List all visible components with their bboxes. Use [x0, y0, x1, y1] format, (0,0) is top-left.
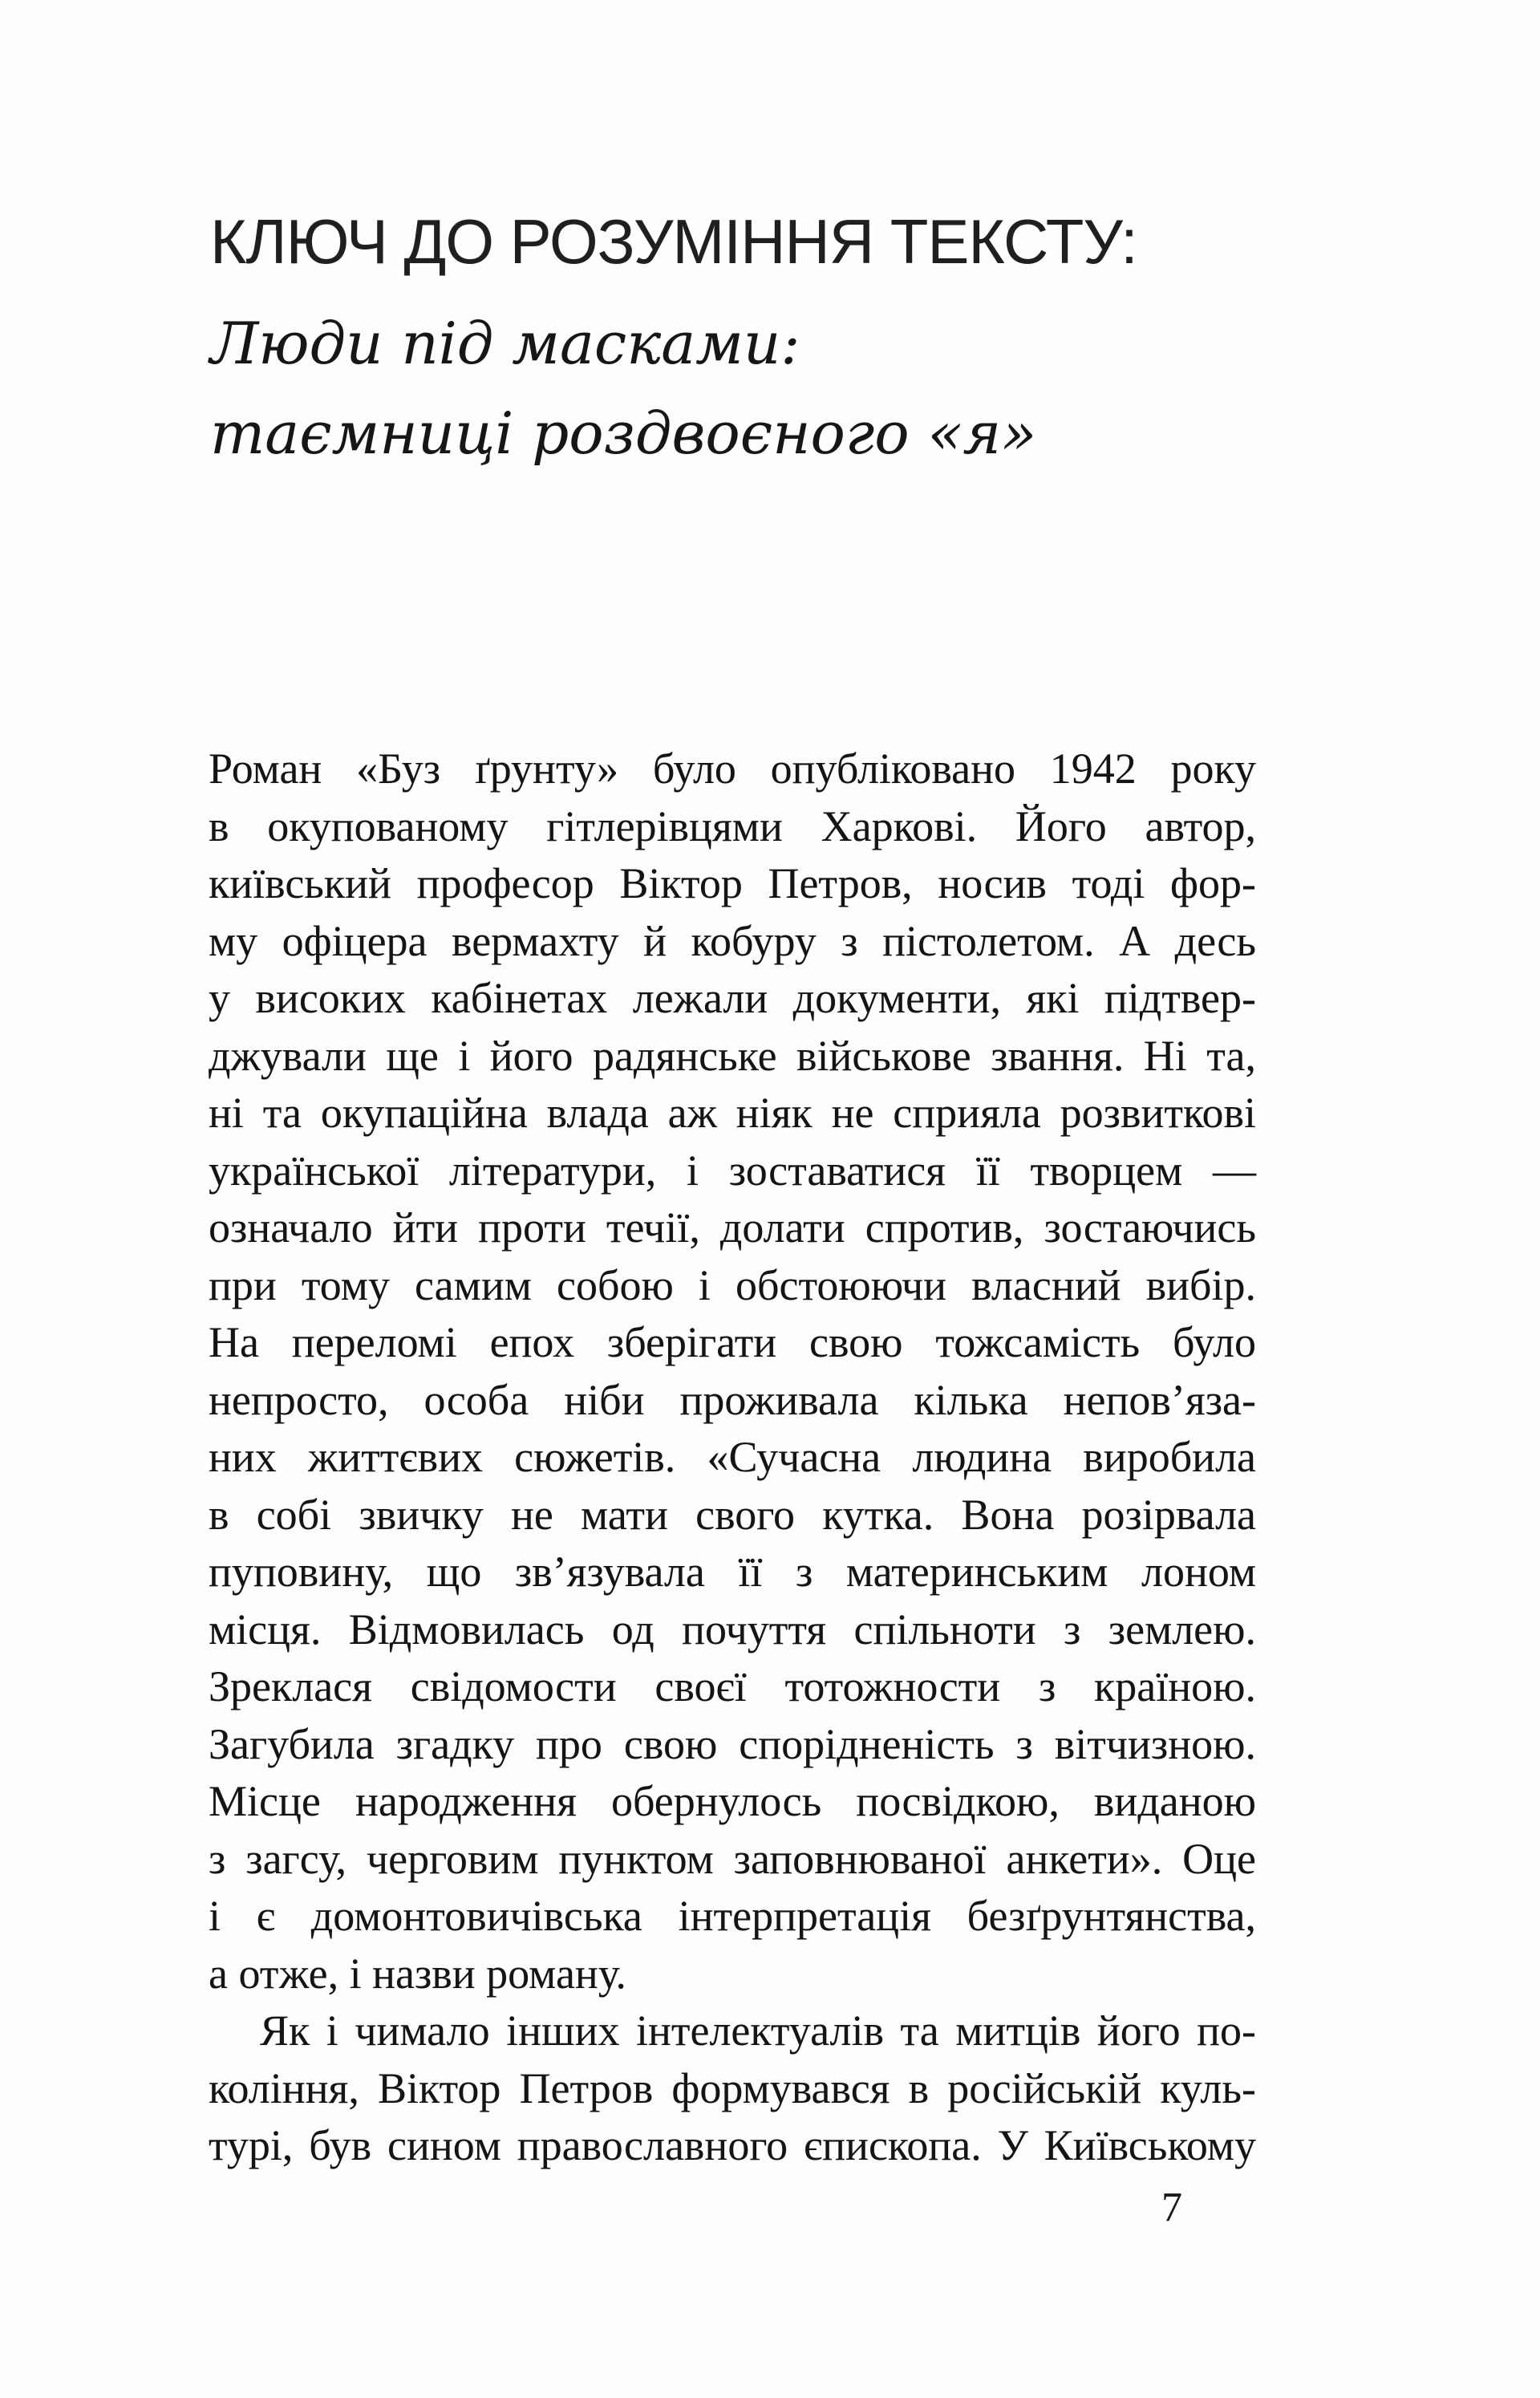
chapter-subtitle	[210, 298, 1373, 478]
body-line: при тому самим собою і обстоюючи власний вибір.	[209, 1260, 1256, 1309]
chapter-subtitle-line-1: Люди під масками:	[210, 310, 800, 377]
body-line-paragraph-start: Як і чимало інших інтелектуалів та митців його по-	[260, 2006, 1256, 2055]
body-line: київський професор Віктор Петров, носив тоді фор-	[209, 859, 1256, 907]
body-line: Зреклася свідомости своєї тотожности з країною.	[209, 1662, 1256, 1710]
body-line: в собі звичку не мати свого кутка. Вона розірвала	[209, 1490, 1256, 1539]
body-line-paragraph-end: а отже, і назви роману.	[209, 1949, 626, 1998]
body-line: джували ще і його радянське військове звання. Ні та,	[209, 1031, 1256, 1080]
body-line: них життєвих сюжетів. «Сучасна людина виробила	[209, 1433, 1256, 1481]
body-line: пуповину, що зв’язувала її з материнським лоном	[209, 1548, 1256, 1596]
body-line: турі, був сином православного єпископа. У Київському	[209, 2121, 1256, 2169]
chapter-kicker: КЛЮЧ ДО РОЗУМІННЯ ТЕКСТУ:	[210, 206, 1137, 277]
body-line: Загубила згадку про свою спорідненість з вітчизною.	[209, 1719, 1256, 1768]
body-line: у високих кабінетах лежали документи, які підтвер-	[209, 974, 1256, 1022]
body-line: Роман «Буз ґрунту» було опубліковано 1942 року	[209, 745, 1256, 793]
body-line: ні та окупаційна влада аж ніяк не сприяла розвиткові	[209, 1089, 1256, 1137]
body-line: Місце народження обернулось посвідкою, виданою	[209, 1777, 1256, 1825]
body-line: з загсу, черговим пунктом заповнюваної анкети». Оце	[209, 1834, 1256, 1883]
body-line: На переломі епох зберігати свою тожсамість було	[209, 1318, 1256, 1366]
body-line: і є домонтовичівська інтерпретація безґрунтянства,	[209, 1892, 1256, 1940]
body-line: в окупованому гітлерівцями Харкові. Його автор,	[209, 801, 1256, 850]
body-line: коління, Віктор Петров формувався в російській куль-	[209, 2063, 1256, 2112]
page-number: 7	[1161, 2185, 1182, 2230]
body-text	[209, 740, 1256, 2175]
body-line: означало йти проти течії, долати спротив, зостаючись	[209, 1203, 1256, 1252]
body-line: української літератури, і зоставатися її творцем —	[209, 1146, 1256, 1195]
body-line: непросто, особа ніби проживала кілька непов’яза-	[209, 1375, 1256, 1424]
body-line: му офіцера вермахту й кобуру з пістолетом. А десь	[209, 916, 1256, 965]
body-line: місця. Відмовилась од почуття спільноти з землею.	[209, 1605, 1256, 1653]
chapter-subtitle-line-2: таємниці роздвоєного «я»	[210, 400, 1037, 467]
